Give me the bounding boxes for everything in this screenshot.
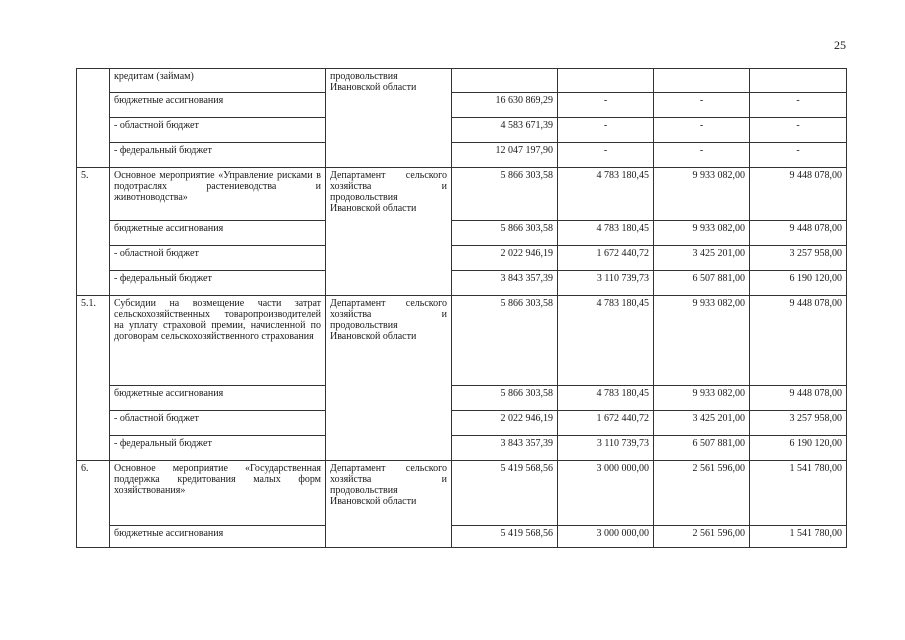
row-number: 5. bbox=[77, 168, 110, 296]
event-name: - областной бюджет bbox=[110, 246, 326, 271]
amount-cell: 9 933 082,00 bbox=[654, 386, 750, 411]
amount-cell: 4 783 180,45 bbox=[558, 296, 654, 386]
event-name: кредитам (займам) bbox=[110, 69, 326, 93]
amount-cell: 3 000 000,00 bbox=[558, 461, 654, 526]
amount-cell: 9 448 078,00 bbox=[750, 296, 847, 386]
amount-cell: 3 425 201,00 bbox=[654, 246, 750, 271]
event-name: бюджетные ассигнования bbox=[110, 386, 326, 411]
amount-cell: 4 783 180,45 bbox=[558, 221, 654, 246]
amount-cell bbox=[558, 69, 654, 93]
amount-cell: - bbox=[654, 118, 750, 143]
event-name: Основное мероприятие «Управление рисками в подотраслях растениеводства и животноводства» bbox=[110, 168, 326, 221]
amount-cell: - bbox=[558, 93, 654, 118]
amount-cell: 6 190 120,00 bbox=[750, 271, 847, 296]
event-name: бюджетные ассигнования bbox=[110, 526, 326, 548]
event-name: Основное мероприятие «Государственная поддержка кредитования малых форм хозяйствования» bbox=[110, 461, 326, 526]
table-row bbox=[77, 526, 847, 548]
table-row bbox=[77, 296, 847, 386]
amount-cell: 1 672 440,72 bbox=[558, 246, 654, 271]
amount-cell: - bbox=[558, 143, 654, 168]
amount-cell: 3 257 958,00 bbox=[750, 246, 847, 271]
table-row bbox=[77, 143, 847, 168]
amount-cell: 4 783 180,45 bbox=[558, 168, 654, 221]
page-number: 25 bbox=[834, 38, 846, 52]
budget-table bbox=[76, 68, 847, 548]
table-row bbox=[77, 93, 847, 118]
amount-cell bbox=[654, 69, 750, 93]
amount-cell bbox=[452, 69, 558, 93]
department: Департамент сельского хозяйства и продовольствия Ивановской области bbox=[326, 168, 452, 296]
table-row bbox=[77, 168, 847, 221]
event-name: - федеральный бюджет bbox=[110, 143, 326, 168]
amount-cell: 2 561 596,00 bbox=[654, 461, 750, 526]
amount-cell: 5 866 303,58 bbox=[452, 386, 558, 411]
amount-cell: 1 541 780,00 bbox=[750, 461, 847, 526]
amount-cell: 2 022 946,19 bbox=[452, 411, 558, 436]
amount-cell: 3 000 000,00 bbox=[558, 526, 654, 548]
amount-cell: 3 110 739,73 bbox=[558, 271, 654, 296]
amount-cell: 5 866 303,58 bbox=[452, 296, 558, 386]
amount-cell: 16 630 869,29 bbox=[452, 93, 558, 118]
amount-cell: 6 507 881,00 bbox=[654, 436, 750, 461]
amount-cell: 3 425 201,00 bbox=[654, 411, 750, 436]
amount-cell: 1 541 780,00 bbox=[750, 526, 847, 548]
amount-cell: 9 933 082,00 bbox=[654, 168, 750, 221]
amount-cell: 5 419 568,56 bbox=[452, 461, 558, 526]
amount-cell: 3 843 357,39 bbox=[452, 271, 558, 296]
amount-cell: - bbox=[750, 143, 847, 168]
amount-cell: 2 561 596,00 bbox=[654, 526, 750, 548]
amount-cell: 3 110 739,73 bbox=[558, 436, 654, 461]
department: продовольствия Ивановской области bbox=[326, 69, 452, 168]
amount-cell: 6 190 120,00 bbox=[750, 436, 847, 461]
event-name: - федеральный бюджет bbox=[110, 436, 326, 461]
row-number: 5.1. bbox=[77, 296, 110, 461]
amount-cell: 9 448 078,00 bbox=[750, 221, 847, 246]
amount-cell: 5 866 303,58 bbox=[452, 221, 558, 246]
amount-cell: - bbox=[558, 118, 654, 143]
event-name: бюджетные ассигнования bbox=[110, 93, 326, 118]
department: Департамент сельского хозяйства и продовольствия Ивановской области bbox=[326, 296, 452, 461]
table-row bbox=[77, 411, 847, 436]
amount-cell: 1 672 440,72 bbox=[558, 411, 654, 436]
amount-cell: 9 933 082,00 bbox=[654, 221, 750, 246]
amount-cell: 9 448 078,00 bbox=[750, 386, 847, 411]
row-number bbox=[77, 69, 110, 168]
amount-cell: 9 448 078,00 bbox=[750, 168, 847, 221]
amount-cell: - bbox=[750, 118, 847, 143]
table-row bbox=[77, 271, 847, 296]
amount-cell: 12 047 197,90 bbox=[452, 143, 558, 168]
event-name: - областной бюджет bbox=[110, 411, 326, 436]
amount-cell: 9 933 082,00 bbox=[654, 296, 750, 386]
amount-cell: 4 583 671,39 bbox=[452, 118, 558, 143]
amount-cell: 5 419 568,56 bbox=[452, 526, 558, 548]
table-row bbox=[77, 436, 847, 461]
amount-cell: 3 257 958,00 bbox=[750, 411, 847, 436]
event-name: - областной бюджет bbox=[110, 118, 326, 143]
department: Департамент сельского хозяйства и продовольствия Ивановской области bbox=[326, 461, 452, 548]
amount-cell: 2 022 946,19 bbox=[452, 246, 558, 271]
amount-cell: 6 507 881,00 bbox=[654, 271, 750, 296]
amount-cell bbox=[750, 69, 847, 93]
amount-cell: - bbox=[654, 143, 750, 168]
event-name: Субсидии на возмещение части затрат сельскохозяйственных товаропроизводителей на уплату страховой премии, начисленной по договорам сельскохозяйственного страхования bbox=[110, 296, 326, 386]
event-name: бюджетные ассигнования bbox=[110, 221, 326, 246]
row-number: 6. bbox=[77, 461, 110, 548]
amount-cell: - bbox=[654, 93, 750, 118]
amount-cell: 3 843 357,39 bbox=[452, 436, 558, 461]
amount-cell: 5 866 303,58 bbox=[452, 168, 558, 221]
table-row bbox=[77, 461, 847, 526]
amount-cell: 4 783 180,45 bbox=[558, 386, 654, 411]
table-row bbox=[77, 221, 847, 246]
table-row bbox=[77, 118, 847, 143]
event-name: - федеральный бюджет bbox=[110, 271, 326, 296]
amount-cell: - bbox=[750, 93, 847, 118]
table-row bbox=[77, 246, 847, 271]
table-row bbox=[77, 386, 847, 411]
table-row bbox=[77, 69, 847, 93]
